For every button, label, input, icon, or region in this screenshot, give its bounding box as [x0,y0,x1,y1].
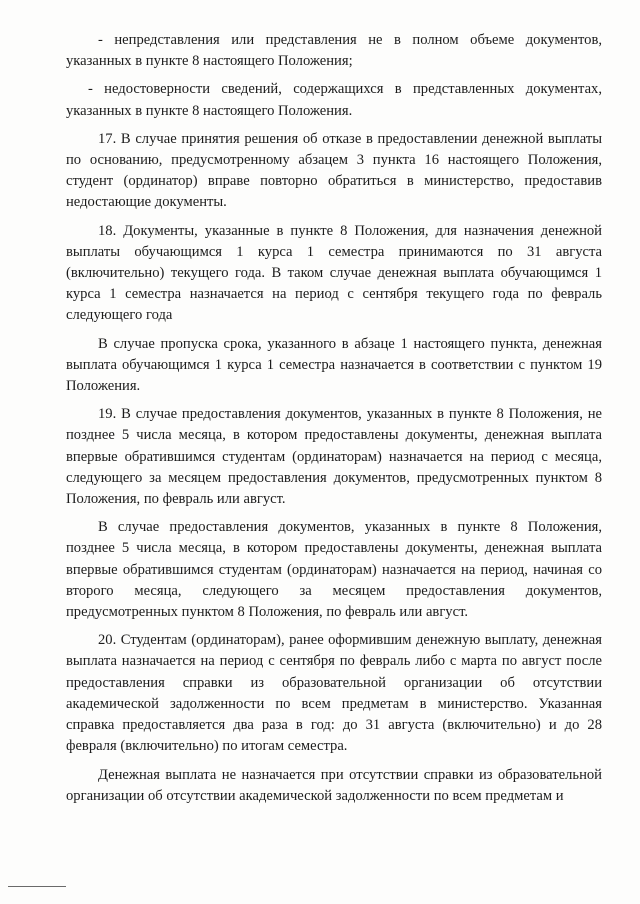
footer-divider [8,886,66,887]
paragraph-list-item-1: - непредставления или представления не в полном объеме документов, указанных в пункте 8 настоящего Положения; [66,32,602,70]
paragraph-clause-19: 19. В случае предоставления документов, указанных в пункте 8 Положения, не позднее 5 числа месяца, в котором предоставлены документы, денежная выплата впервые обратившимся студентам (ординаторам) назначается на период с месяца, следующего за месяцем предоставления документов, предусмотренных пунктом 8 Положения, по февраль или август. [66,406,602,508]
paragraph-clause-20: 20. Студентам (ординаторам), ранее оформившим денежную выплату, денежная выплата назначается на период с сентября по февраль либо с марта по август после предоставления справки из образовательной организации об отсутствии академической задолженности по всем предметам в министерство. Указанная справка предоставляется два раза в год: до 31 августа (включительно) и до 28 февраля (включительно) по итогам семестра. [66,632,602,755]
paragraph-clause-18-part-2: В случае пропуска срока, указанного в абзаце 1 настоящего пункта, денежная выплата обучающимся 1 курса 1 семестра назначается в соответствии с пунктом 19 Положения. [66,335,602,395]
paragraph-clause-19-part-2: В случае предоставления документов, указанных в пункте 8 Положения, позднее 5 числа месяца, в котором предоставлены документы, денежная выплата впервые обратившимся студентам (ординаторам) назначается на период, начиная со второго месяца, следующего за месяцем предоставления документов, предусмотренных пунктом 8 Положения, по февраль или август. [66,519,602,621]
paragraph-clause-20-part-2: Денежная выплата не назначается при отсутствии справки из образовательной организации об отсутствии академической задолженности по всем предметам и [66,766,602,804]
paragraph-clause-17: 17. В случае принятия решения об отказе в предоставлении денежной выплаты по основанию, предусмотренному абзацем 3 пункта 16 настоящего Положения, студент (ординатор) вправе повторно обратиться в министерство, предоставив недостающие документы. [66,130,602,211]
paragraph-clause-18: 18. Документы, указанные в пункте 8 Положения, для назначения денежной выплаты обучающимся 1 курса 1 семестра принимаются по 31 августа (включительно) текущего года. В таком случае денежная выплата обучающимся 1 курса 1 семестра назначается на период с сентября текущего года по февраль следующего года [66,222,602,324]
paragraph-list-item-2: - недостоверности сведений, содержащихся в представленных документах, указанных в пункте 8 настоящего Положения. [66,81,602,119]
document-body [66,30,602,807]
